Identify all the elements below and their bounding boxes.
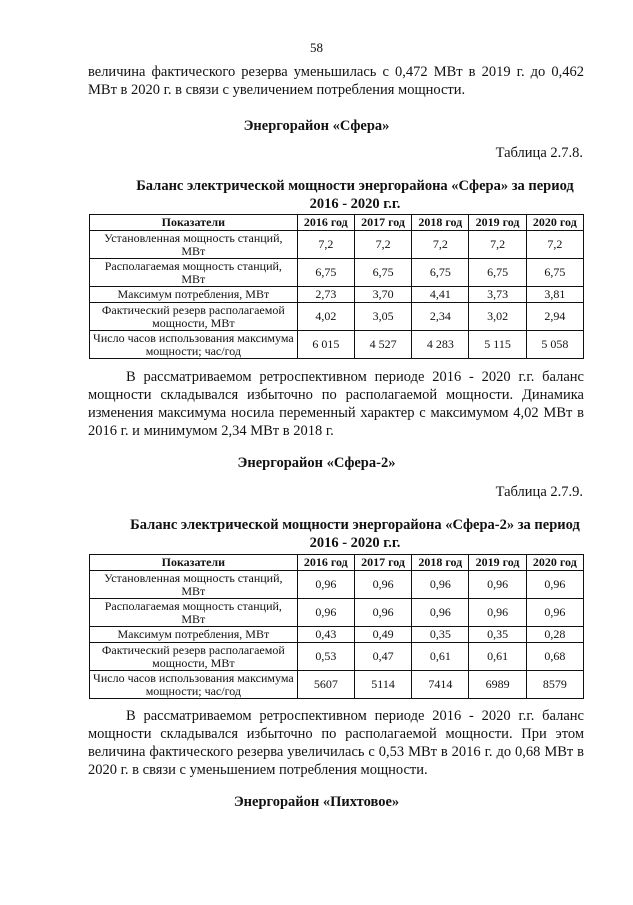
table-cell: 2,34	[412, 303, 469, 331]
table-cell: 0,35	[412, 627, 469, 643]
row-label: Фактический резерв располагаемой мощности, МВт	[90, 303, 298, 331]
table-cell: 3,70	[354, 287, 411, 303]
table-cell: 2,94	[526, 303, 583, 331]
row-label: Максимум потребления, МВт	[90, 627, 298, 643]
header-2016: 2016 год	[297, 215, 354, 231]
table-cell: 6,75	[526, 259, 583, 287]
table-cell: 3,81	[526, 287, 583, 303]
table-cell: 0,68	[526, 643, 583, 671]
table-number-sfera: Таблица 2.7.8.	[495, 145, 583, 161]
table-caption-sfera: Баланс электрической мощности энергорайона «Сфера» за период 2016 - 2020 г.г.	[136, 178, 574, 212]
table-cell: 0,96	[469, 571, 526, 599]
analysis-paragraph-sfera-2: В рассматриваемом ретроспективном периоде 2016 - 2020 г.г. баланс мощности складывался избыточно по располагаемой мощности. При этом величина фактического резерва увеличилась с 0,53 МВт в 2016 г. до 0,68 МВт в 2020 г. в связи с уменьшением потребления мощности.	[88, 708, 584, 778]
table-cell: 7,2	[297, 231, 354, 259]
header-2019: 2019 год	[469, 215, 526, 231]
table-cell: 0,61	[469, 643, 526, 671]
header-2020: 2020 год	[526, 215, 583, 231]
header-2017: 2017 год	[354, 215, 411, 231]
table-row	[90, 259, 584, 287]
table-cell: 0,47	[354, 643, 411, 671]
header-2017: 2017 год	[354, 555, 411, 571]
analysis-paragraph-sfera: В рассматриваемом ретроспективном периоде 2016 - 2020 г.г. баланс мощности складывался избыточно по располагаемой мощности. Динамика изменения максимума носила переменный характер с максимумом 4,02 МВт в 2016 г. и минимумом 2,34 МВт в 2018 г.	[88, 369, 584, 439]
table-cell: 6,75	[297, 259, 354, 287]
table-row	[90, 331, 584, 359]
table-row	[90, 571, 584, 599]
table-row	[90, 303, 584, 331]
page-number: 58	[310, 40, 323, 55]
table-header-row	[90, 555, 584, 571]
table-cell: 0,96	[526, 599, 583, 627]
table-row	[90, 671, 584, 699]
table-cell: 8579	[526, 671, 583, 699]
table-header-row	[90, 215, 584, 231]
balance-table-sfera	[89, 214, 584, 359]
table-cell: 6989	[469, 671, 526, 699]
table-cell: 0,49	[354, 627, 411, 643]
header-2018: 2018 год	[412, 215, 469, 231]
table-cell: 0,96	[354, 571, 411, 599]
header-indicator: Показатели	[90, 215, 298, 231]
table-cell: 5114	[354, 671, 411, 699]
row-label: Число часов использования максимума мощности; час/год	[90, 331, 298, 359]
table-row	[90, 287, 584, 303]
table-cell: 3,05	[354, 303, 411, 331]
table-cell: 5 058	[526, 331, 583, 359]
table-cell: 2,73	[297, 287, 354, 303]
table-cell: 0,96	[412, 599, 469, 627]
section-heading-sfera: Энергорайон «Сфера»	[243, 118, 390, 134]
table-row	[90, 231, 584, 259]
table-cell: 6 015	[297, 331, 354, 359]
row-label: Установленная мощность станций, МВт	[90, 571, 298, 599]
table-cell: 4 283	[412, 331, 469, 359]
row-label: Располагаемая мощность станций, МВт	[90, 259, 298, 287]
table-cell: 3,02	[469, 303, 526, 331]
table-row	[90, 599, 584, 627]
table-cell: 0,35	[469, 627, 526, 643]
row-label: Максимум потребления, МВт	[90, 287, 298, 303]
table-caption-sfera-2: Баланс электрической мощности энергорайона «Сфера-2» за период 2016 - 2020 г.г.	[130, 517, 580, 551]
table-cell: 7,2	[412, 231, 469, 259]
table-cell: 4 527	[354, 331, 411, 359]
row-label: Число часов использования максимума мощности; час/год	[90, 671, 298, 699]
header-2016: 2016 год	[297, 555, 354, 571]
table-cell: 7,2	[526, 231, 583, 259]
table-cell: 3,73	[469, 287, 526, 303]
table-cell: 0,96	[526, 571, 583, 599]
section-heading-sfera-2: Энергорайон «Сфера-2»	[237, 455, 396, 471]
row-label: Установленная мощность станций, МВт	[90, 231, 298, 259]
intro-paragraph: величина фактического резерва уменьшилась с 0,472 МВт в 2019 г. до 0,462 МВт в 2020 г. в связи с увеличением потребления мощности.	[88, 64, 584, 98]
table-row	[90, 643, 584, 671]
table-cell: 0,96	[469, 599, 526, 627]
row-label: Располагаемая мощность станций, МВт	[90, 599, 298, 627]
table-cell: 0,53	[297, 643, 354, 671]
table-cell: 0,96	[412, 571, 469, 599]
table-cell: 5 115	[469, 331, 526, 359]
header-2018: 2018 год	[412, 555, 469, 571]
table-row	[90, 627, 584, 643]
header-2019: 2019 год	[469, 555, 526, 571]
section-heading-pikhtovoe: Энергорайон «Пихтовое»	[233, 794, 400, 810]
table-cell: 6,75	[354, 259, 411, 287]
table-cell: 4,41	[412, 287, 469, 303]
table-cell: 6,75	[412, 259, 469, 287]
table-cell: 4,02	[297, 303, 354, 331]
row-label: Фактический резерв располагаемой мощности, МВт	[90, 643, 298, 671]
table-cell: 7,2	[354, 231, 411, 259]
table-number-sfera-2: Таблица 2.7.9.	[495, 484, 583, 500]
table-cell: 0,61	[412, 643, 469, 671]
table-cell: 0,43	[297, 627, 354, 643]
table-cell: 0,96	[297, 571, 354, 599]
table-cell: 5607	[297, 671, 354, 699]
table-cell: 0,96	[297, 599, 354, 627]
balance-table-sfera-2	[89, 554, 584, 699]
table-cell: 7,2	[469, 231, 526, 259]
table-cell: 7414	[412, 671, 469, 699]
table-cell: 6,75	[469, 259, 526, 287]
table-cell: 0,28	[526, 627, 583, 643]
header-2020: 2020 год	[526, 555, 583, 571]
table-cell: 0,96	[354, 599, 411, 627]
header-indicator: Показатели	[90, 555, 298, 571]
